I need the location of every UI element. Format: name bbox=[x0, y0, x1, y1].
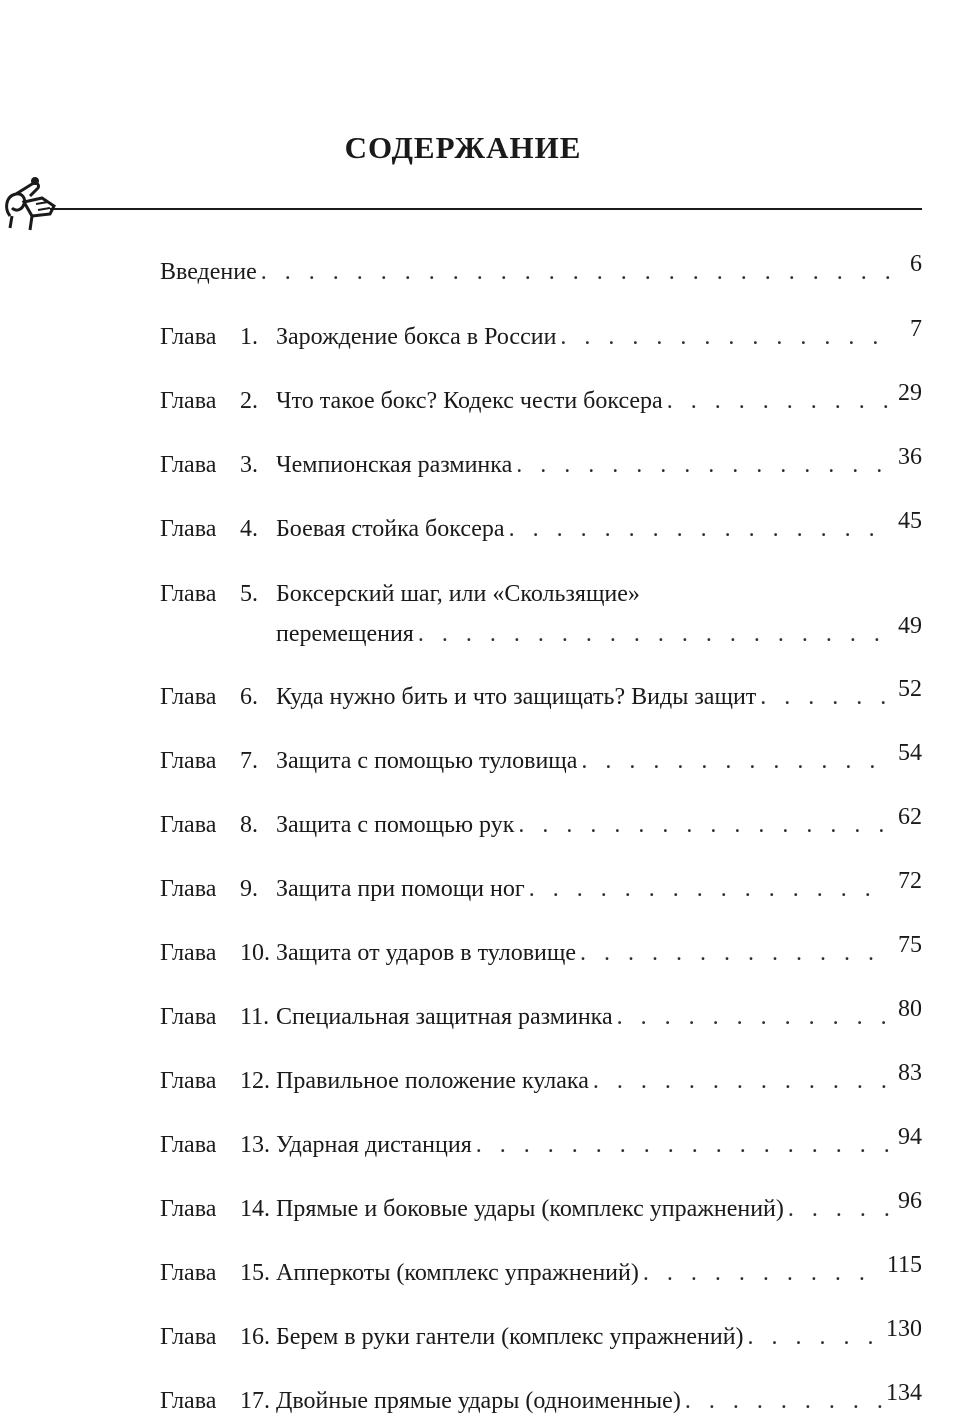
toc-leader-dots bbox=[617, 997, 890, 1037]
toc-entry-title: Боевая стойка боксера bbox=[276, 516, 505, 542]
toc-leader-dots bbox=[518, 805, 890, 845]
toc-entry-title: Правильное положение кулака bbox=[276, 1068, 589, 1094]
toc-entry-chapter-13[interactable] bbox=[160, 1125, 922, 1165]
chapter-number: 12. bbox=[240, 1068, 270, 1094]
chapter-label: Глава bbox=[160, 876, 217, 902]
toc-entry-chapter-1[interactable] bbox=[160, 317, 922, 357]
toc-entry-chapter-8[interactable] bbox=[160, 805, 922, 845]
toc-entry-chapter-6[interactable] bbox=[160, 677, 922, 717]
toc-entry-title: Прямые и боковые удары (комплекс упражнений) bbox=[276, 1196, 784, 1222]
chapter-label: Глава bbox=[160, 581, 217, 607]
toc-leader-dots bbox=[760, 677, 890, 717]
toc-page-number: 36 bbox=[898, 444, 922, 470]
toc-page-number: 130 bbox=[886, 1316, 922, 1342]
chapter-number: 1. bbox=[240, 324, 258, 350]
toc-leader-dots bbox=[788, 1189, 890, 1229]
toc-entry-chapter-10[interactable] bbox=[160, 933, 922, 973]
toc-entry-chapter-7[interactable] bbox=[160, 741, 922, 781]
toc-page-number: 45 bbox=[898, 508, 922, 534]
toc-entry-chapter-3[interactable] bbox=[160, 445, 922, 485]
toc-page-number: 7 bbox=[910, 316, 922, 342]
toc-leader-dots bbox=[509, 509, 890, 549]
chapter-number: 15. bbox=[240, 1260, 270, 1286]
toc-entry-title: Боксерский шаг, или «Скользящие» bbox=[276, 581, 640, 607]
toc-leader-dots bbox=[667, 381, 890, 421]
toc-leader-dots bbox=[643, 1253, 883, 1293]
toc-entry-chapter-16[interactable] bbox=[160, 1317, 922, 1357]
toc-entry-title: Введение bbox=[160, 259, 257, 285]
toc-page-number: 134 bbox=[886, 1380, 922, 1406]
toc-entry-title: Защита при помощи ног bbox=[276, 876, 525, 902]
chapter-number: 10. bbox=[240, 940, 270, 966]
toc-page-number: 96 bbox=[898, 1188, 922, 1214]
toc-page-number: 75 bbox=[898, 932, 922, 958]
chapter-number: 3. bbox=[240, 452, 258, 478]
chapter-number: 17. bbox=[240, 1388, 270, 1414]
chapter-label: Глава bbox=[160, 452, 217, 478]
toc-leader-dots bbox=[476, 1125, 890, 1165]
chapter-number: 9. bbox=[240, 876, 258, 902]
toc-leader-dots bbox=[418, 614, 890, 654]
toc-entry-chapter-15[interactable] bbox=[160, 1253, 922, 1293]
chapter-label: Глава bbox=[160, 1324, 217, 1350]
chapter-number: 7. bbox=[240, 748, 258, 774]
chapter-label: Глава bbox=[160, 1260, 217, 1286]
toc-leader-dots bbox=[581, 741, 890, 781]
toc-entry-title: Чемпионская разминка bbox=[276, 452, 513, 478]
toc-entry-chapter-2[interactable] bbox=[160, 381, 922, 421]
toc-leader-dots bbox=[685, 1381, 882, 1421]
toc-leader-dots bbox=[516, 445, 890, 485]
chapter-label: Глава bbox=[160, 940, 217, 966]
chapter-label: Глава bbox=[160, 324, 217, 350]
chapter-label: Глава bbox=[160, 1068, 217, 1094]
toc-entry-chapter-14[interactable] bbox=[160, 1189, 922, 1229]
toc-page-number: 49 bbox=[898, 613, 922, 639]
chapter-number: 11. bbox=[240, 1004, 270, 1030]
chapter-label: Глава bbox=[160, 1196, 217, 1222]
toc-entry-title: Берем в руки гантели (комплекс упражнений) bbox=[276, 1324, 744, 1350]
toc-entry-chapter-5[interactable] bbox=[160, 574, 922, 654]
toc-entry-chapter-4[interactable] bbox=[160, 509, 922, 549]
toc-leader-dots bbox=[560, 317, 890, 357]
toc-page-number: 80 bbox=[898, 996, 922, 1022]
toc-entry-title: Специальная защитная разминка bbox=[276, 1004, 613, 1030]
chapter-number: 16. bbox=[240, 1324, 270, 1350]
toc-entry-chapter-9[interactable] bbox=[160, 869, 922, 909]
toc-entry-title: Защита с помощью рук bbox=[276, 812, 515, 838]
chapter-label: Глава bbox=[160, 388, 217, 414]
chapter-number: 2. bbox=[240, 388, 258, 414]
chapter-number: 14. bbox=[240, 1196, 270, 1222]
toc-page-number: 62 bbox=[898, 804, 922, 830]
toc-entry-chapter-17[interactable] bbox=[160, 1381, 922, 1421]
toc-page-number: 6 bbox=[910, 251, 922, 277]
chapter-number: 4. bbox=[240, 516, 258, 542]
chapter-number: 6. bbox=[240, 684, 258, 710]
toc-entry-title: Куда нужно бить и что защищать? Виды защит bbox=[276, 684, 757, 710]
toc-page-number: 52 bbox=[898, 676, 922, 702]
chapter-label: Глава bbox=[160, 748, 217, 774]
toc-page-number: 83 bbox=[898, 1060, 922, 1086]
toc-page-number: 94 bbox=[898, 1124, 922, 1150]
toc-page-number: 115 bbox=[886, 1252, 922, 1278]
chapter-number: 5. bbox=[240, 581, 258, 607]
toc-leader-dots bbox=[593, 1061, 890, 1101]
toc-leader-dots bbox=[580, 933, 890, 973]
chapter-label: Глава bbox=[160, 812, 217, 838]
toc-entry-title-continued: перемещения bbox=[276, 621, 414, 647]
toc-page-number: 54 bbox=[898, 740, 922, 766]
chapter-number: 13. bbox=[240, 1132, 270, 1158]
toc-leader-dots bbox=[261, 252, 890, 292]
toc-entry-title: Апперкоты (комплекс упражнений) bbox=[276, 1260, 639, 1286]
toc-entry-title: Защита с помощью туловища bbox=[276, 748, 578, 774]
chapter-label: Глава bbox=[160, 684, 217, 710]
toc-leader-dots bbox=[748, 1317, 882, 1357]
toc-entry-intro[interactable] bbox=[160, 252, 922, 292]
toc-entry-title: Что такое бокс? Кодекс чести боксера bbox=[276, 388, 663, 414]
toc-leader-dots bbox=[529, 869, 890, 909]
chapter-label: Глава bbox=[160, 516, 217, 542]
chapter-number: 8. bbox=[240, 812, 258, 838]
page-title: СОДЕРЖАНИЕ bbox=[344, 130, 582, 165]
chapter-label: Глава bbox=[160, 1004, 217, 1030]
toc-entry-title: Ударная дистанция bbox=[276, 1132, 472, 1158]
toc-entry-title: Двойные прямые удары (одноименные) bbox=[276, 1388, 681, 1414]
toc-entry-title: Защита от ударов в туловище bbox=[276, 940, 577, 966]
chapter-label: Глава bbox=[160, 1132, 217, 1158]
toc-entry-chapter-12[interactable] bbox=[160, 1061, 922, 1101]
toc-entry-chapter-11[interactable] bbox=[160, 997, 922, 1037]
chapter-label: Глава bbox=[160, 1388, 217, 1414]
toc-entry-title: Зарождение бокса в России bbox=[276, 324, 557, 350]
toc-page-number: 72 bbox=[898, 868, 922, 894]
toc-page-number: 29 bbox=[898, 380, 922, 406]
